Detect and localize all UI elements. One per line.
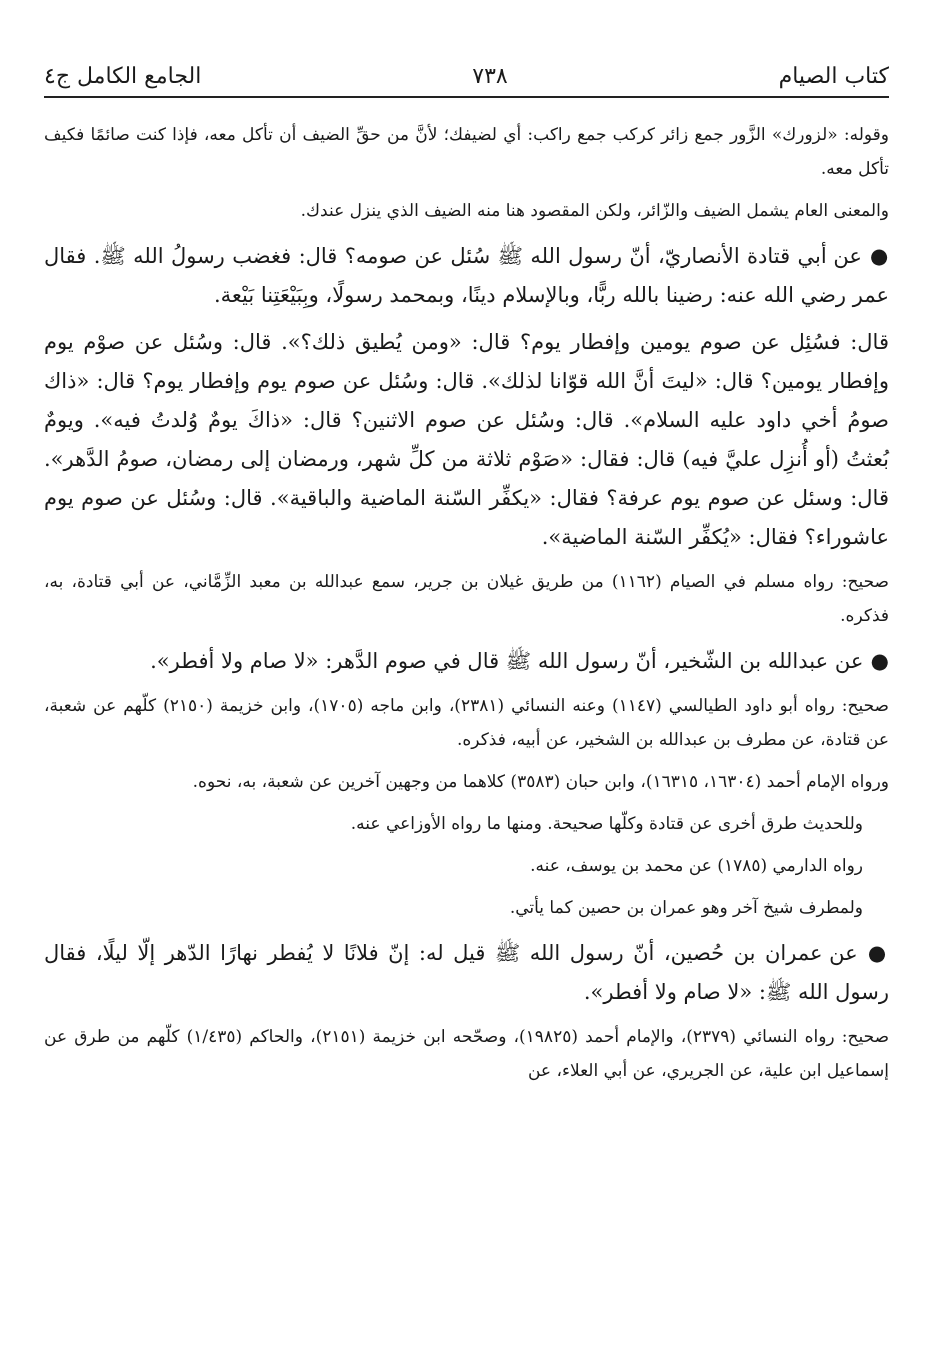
paragraph-text: قال: فسُئِل عن صوم يومين وإفطار يوم؟ قال: «ومن يُطيق ذلك؟». قال: وسُئل عن صوْم يوم وإفطار يومين؟ قال: «ليتَ أنَّ الله قوّانا لذلك». قال: وسُئل عن صوم يوم وإفطار يوم؟ قال: «ذاك صومُ أخي داود عليه السلام». قال: وسُئل عن صوم الاثنين؟ قال: «ذاكَ يومٌ وُلدتُ فيه». ويومٌ بُعثتُ (أو أُنزِل عليَّ فيه) قال: فقال: «صَوْم ثلاثة من كلِّ شهر، ورمضان إلى رمضان، صومُ الدَّهر». قال: وسئل عن صوم يوم عرفة؟ فقال: «يكفِّر السّنة الماضية والباقية». قال: وسُئل عن صوم يوم عاشوراء؟ فقال: «يُكفِّر السّنة الماضية». [44,330,889,549]
paragraph-text: صحيح: رواه النسائي (٢٣٧٩)، والإمام أحمد (١٩٨٢٥)، وصحّحه ابن خزيمة (٢١٥١)، والحاكم (١/٤٣٥) كلّهم من طرق عن إسماعيل ابن علية، عن الجريري، عن أبي العلاء، عن [44,1027,890,1081]
commentary-paragraph [44,323,889,557]
commentary-paragraph [44,891,889,925]
paragraph-text: عن أبي قتادة الأنصاريّ، أنّ رسول الله ﷺ سُئل عن صومه؟ قال: فغضب رسولُ الله ﷺ. فقال عمر رضي الله عنه: رضينا بالله ربًّا، وبالإسلام دينًا، وبمحمد رسولًا، وبِبَيْعَتِنا بَيْعة. [44,244,889,307]
hadith-paragraph [44,236,889,315]
bullet-icon: ● [861,243,889,268]
page-content [44,118,889,1096]
paragraph-text: ولمطرف شيخ آخر وهو عمران بن حصين كما يأتي. [509,898,863,918]
commentary-paragraph [44,1020,889,1088]
paragraph-text: وللحديث طرق أخرى عن قتادة وكلّها صحيحة. ومنها ما رواه الأوزاعي عنه. [350,814,863,834]
hadith-paragraph [44,641,889,681]
paragraph-text: عن عبدالله بن الشّخير، أنّ رسول الله ﷺ قال في صوم الدَّهر: «لا صام ولا أفطر». [150,649,864,673]
commentary-paragraph [44,689,889,757]
book-title: كتاب الصيام [778,63,889,89]
bullet-icon: ● [863,648,889,673]
commentary-paragraph [44,765,889,799]
commentary-paragraph [44,807,889,841]
paragraph-text: وقوله: «لزورك» الزَّور جمع زائر كركب جمع راكب: أي لضيفك؛ لأنَّ من حقِّ الضيف أن تأكل معه، فإذا كنت صائمًا فكيف تأكل معه. [44,125,889,179]
commentary-paragraph [44,118,889,186]
commentary-paragraph [44,849,889,883]
paragraph-text: ورواه الإمام أحمد (١٦٣٠٤، ١٦٣١٥)، وابن حبان (٣٥٨٣) كلاهما من وجهين آخرين عن شعبة، به، نحوه. [192,772,889,792]
paragraph-text: صحيح: رواه مسلم في الصيام (١١٦٢) من طريق غيلان بن جرير، سمع عبدالله بن معبد الزِّمَّاني، عن أبي قتادة، به، فذكره. [44,572,889,626]
hadith-paragraph [44,933,889,1012]
bullet-icon: ● [857,940,890,965]
collection-title: الجامع الكامل ج٤ [44,63,202,89]
paragraph-text: والمعنى العام يشمل الضيف والزّائر، ولكن المقصود هنا منه الضيف الذي ينزل عندك. [300,201,889,221]
page-header [44,56,889,98]
page-number: ٧٣٨ [472,63,508,89]
commentary-paragraph [44,194,889,228]
paragraph-text: عن عمران بن حُصين، أنّ رسول الله ﷺ قيل له: إنّ فلانًا لا يُفطر نهارًا الدّهر إلّا ليلًا، فقال رسول الله ﷺ: «لا صام ولا أفطر». [44,941,889,1004]
paragraph-text: رواه الدارمي (١٧٨٥) عن محمد بن يوسف، عنه. [530,856,863,876]
commentary-paragraph [44,565,889,633]
paragraph-text: صحيح: رواه أبو داود الطيالسي (١١٤٧) وعنه النسائي (٢٣٨١)، وابن ماجه (١٧٠٥)، وابن خزيمة (٢١٥٠) كلّهم عن شعبة، عن قتادة، عن مطرف بن عبدالله بن الشخير، عن أبيه، فذكره. [44,696,889,750]
